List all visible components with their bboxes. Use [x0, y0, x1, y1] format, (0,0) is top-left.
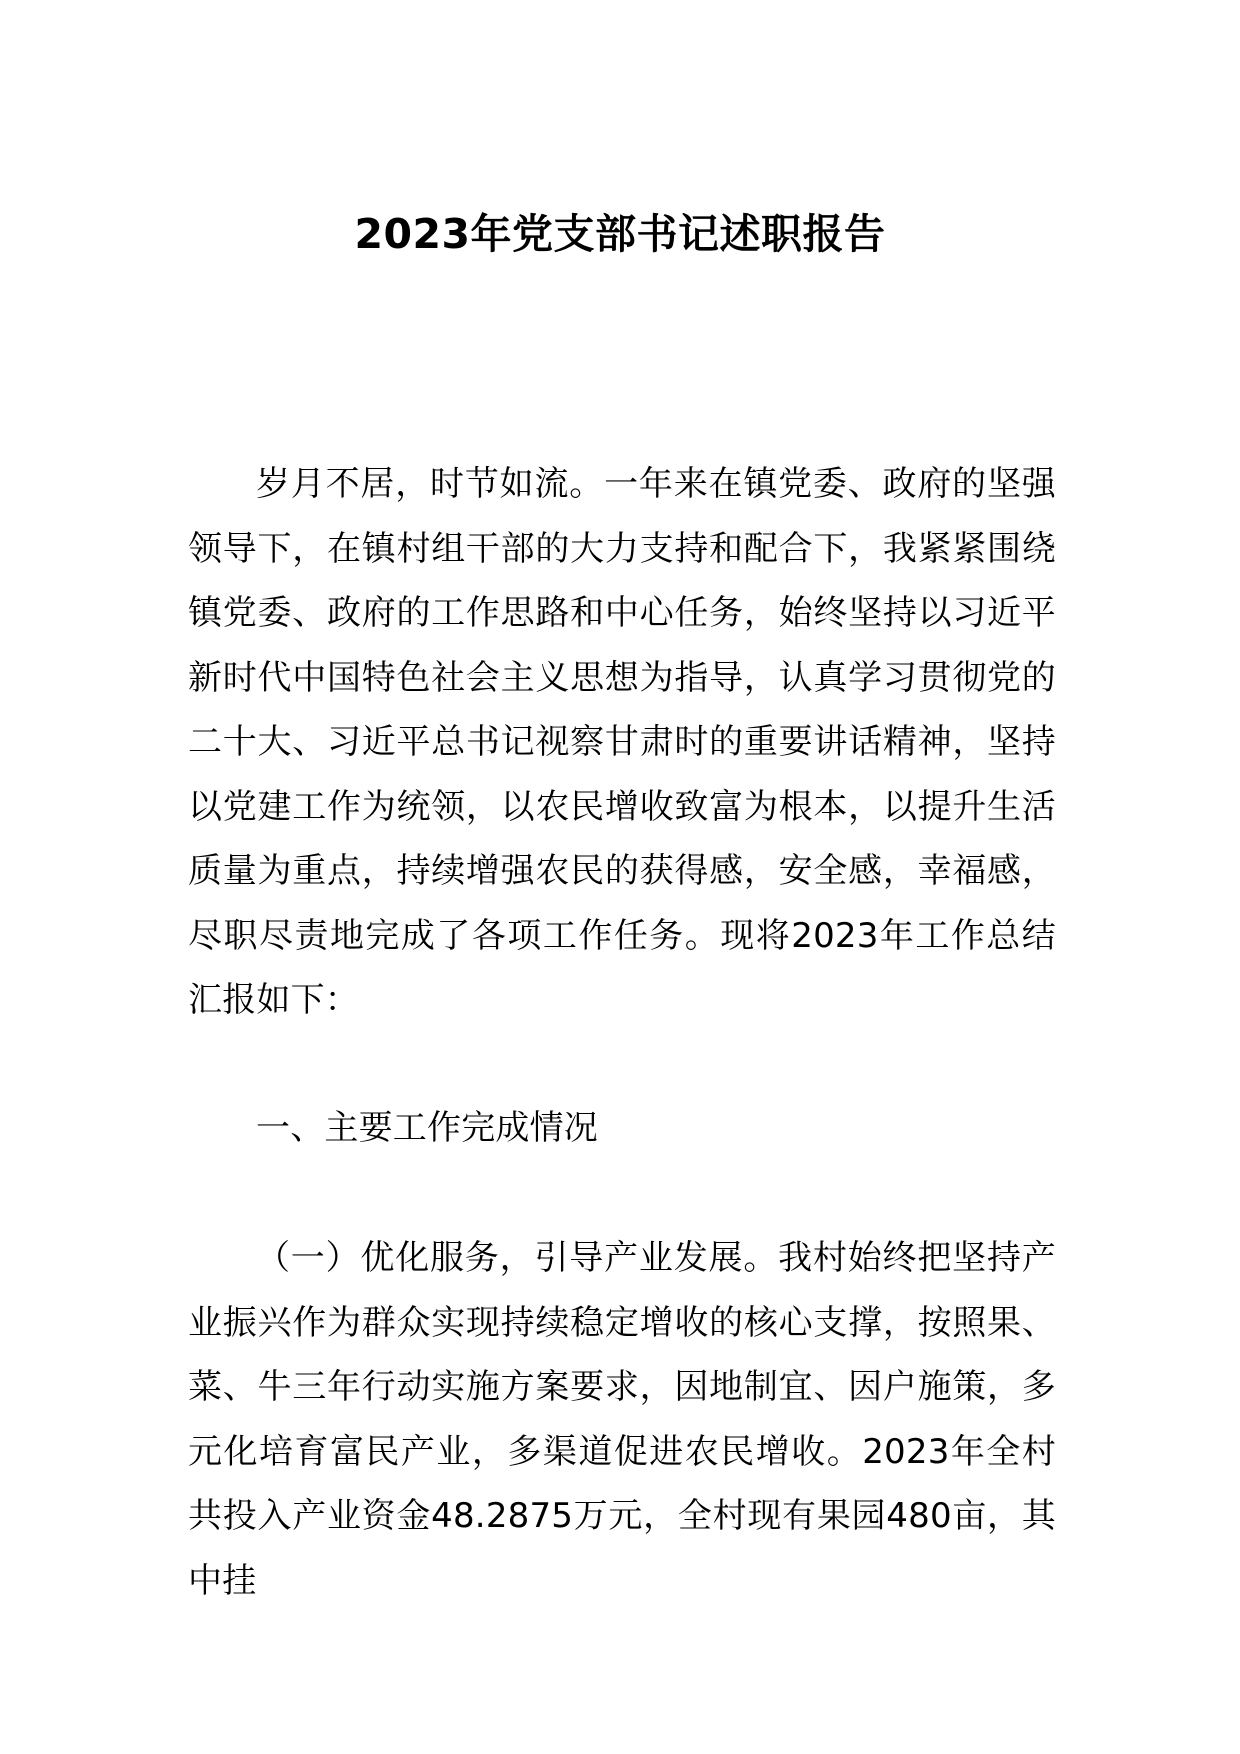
intro-paragraph: 岁月不居，时节如流。一年来在镇党委、政府的坚强领导下，在镇村组干部的大力支持和配合下，我紧紧围绕镇党委、政府的工作思路和中心任务，始终坚持以习近平新时代中国特色社会主义思想为指导，认真学习贯彻党的二十大、习近平总书记视察甘肃时的重要讲话精神，坚持以党建工作为统领，以农民增收致富为根本，以提升生活质量为重点，持续增强农民的获得感，安全感，幸福感，尽职尽责地完成了各项工作任务。现将2023年工作总结汇报如下： [188, 464, 1056, 1020]
document-title: 2023年党支部书记述职报告 [354, 210, 886, 258]
section-paragraph-industry: （一）优化服务，引导产业发展。我村始终把坚持产业振兴作为群众实现持续稳定增收的核心支撑，按照果、菜、牛三年行动实施方案要求，因地制宜、因户施策，多元化培育富民产业，多渠道促进农民增收。2023年全村共投入产业资金48.2875万元，全村现有果园480亩，其中挂 [188, 1238, 1056, 1601]
section-heading-main-work: 一、主要工作完成情况 [256, 1108, 598, 1148]
